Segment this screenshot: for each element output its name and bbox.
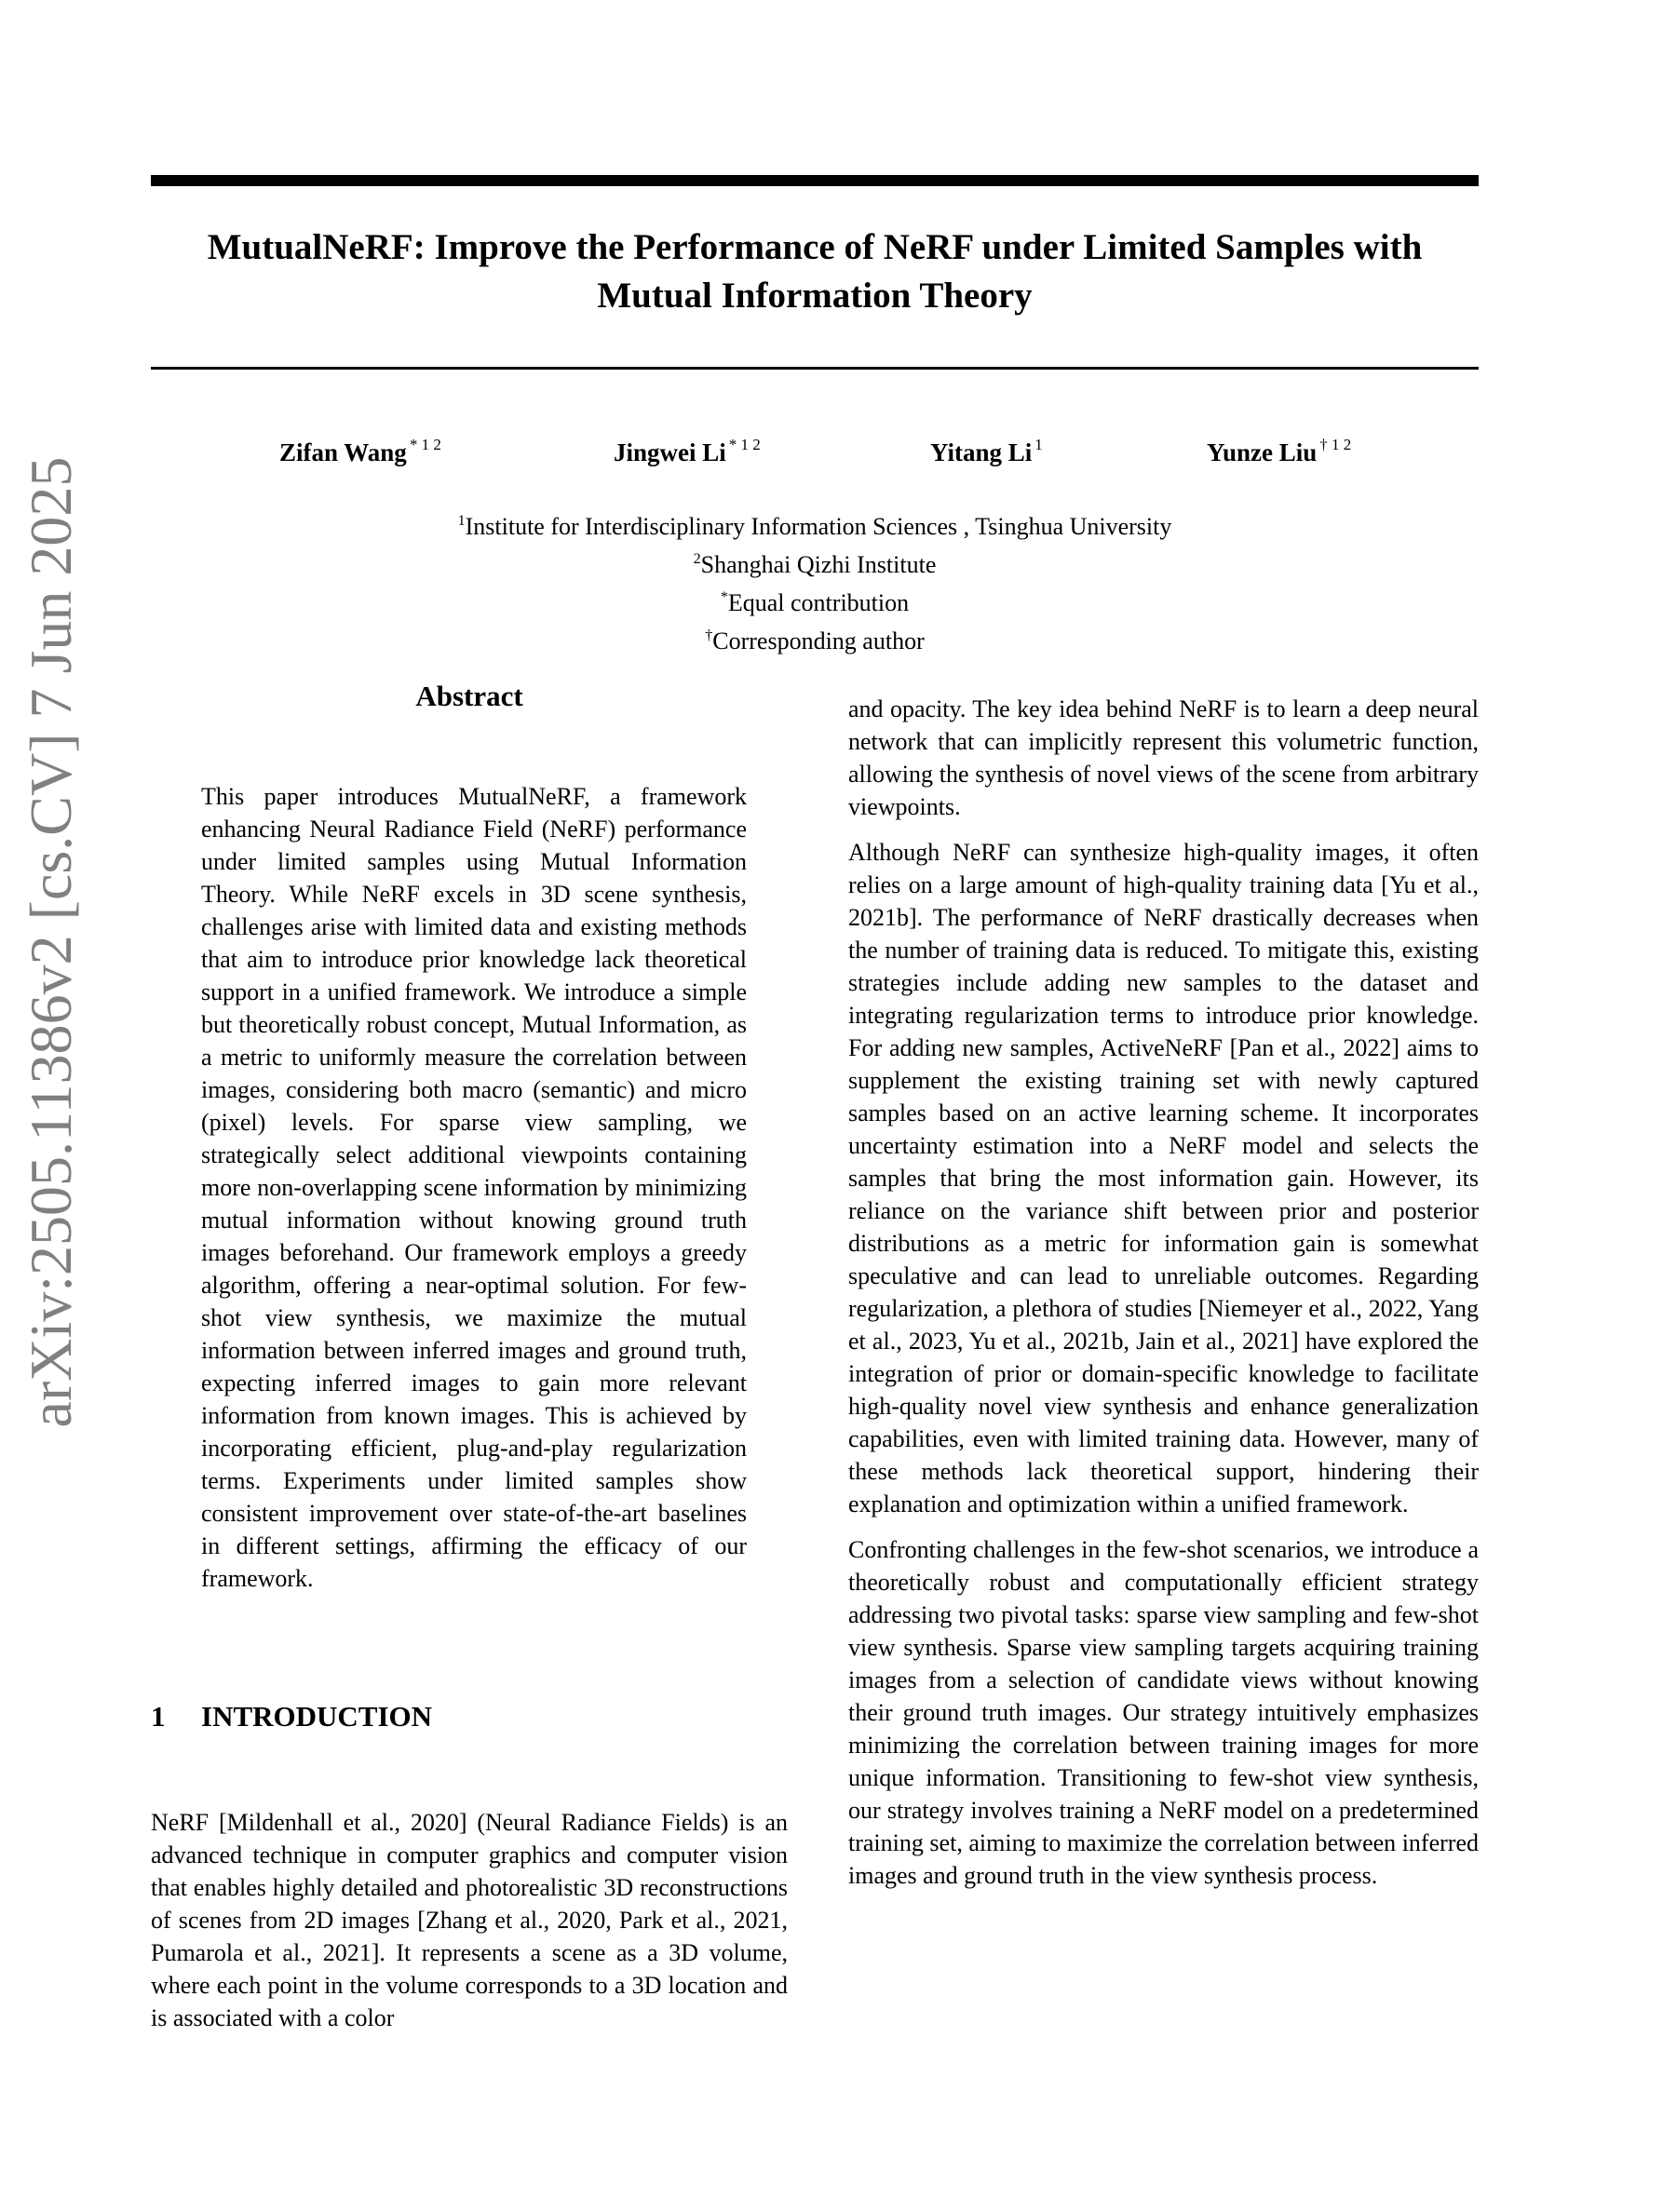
author-name: Yunze Liu <box>1207 438 1318 466</box>
author-list <box>0 436 1663 473</box>
author-name: Zifan Wang <box>279 438 407 466</box>
affiliation-mark: 1 <box>457 513 466 529</box>
intro-paragraph: and opacity. The key idea behind NeRF is to learn a deep neural network that can implicitly represent this volumetric function, allowing the synthesis of novel views of the scene from arbitrary viewpoints. <box>848 695 1479 820</box>
paper-title: MutualNeRF: Improve the Performance of NeRF under Limited Samples with Mutual Information Theory <box>207 227 1423 316</box>
section-heading <box>151 1700 432 1733</box>
author-marks: * 1 2 <box>409 436 441 453</box>
abstract-text: This paper introduces MutualNeRF, a framework enhancing Neural Radiance Field (NeRF) performance under limited samples using Mutual Information Theory. While NeRF excels in 3D scene synthesis, challenges arise with limited data and existing methods that aim to introduce prior knowledge lack theoretical support in a unified framework. We introduce a simple but theoretically robust concept, Mutual Information, as a metric to uniformly measure the correlation between images, considering both macro (semantic) and micro (pixel) levels. For sparse view sampling, we strategically select additional viewpoints containing more non-overlapping scene information by minimizing mutual information without knowing ground truth images beforehand. Our framework employs a greedy algorithm, offering a near-optimal solution. For few-shot view synthesis, we maximize the mutual information between inferred images and ground truth, expecting inferred images to gain more relevant information from known images. This is achieved by incorporating efficient, plug-and-play regularization terms. Experiments under limited samples show consistent improvement over state-of-the-art baselines in different settings, affirming the efficacy of our framework. <box>201 783 747 1592</box>
affiliation <box>151 619 1479 657</box>
section-title: INTRODUCTION <box>201 1700 433 1733</box>
abstract-heading: Abstract <box>415 680 523 712</box>
affiliation-text: Corresponding author <box>712 627 925 654</box>
affiliations <box>151 505 1479 657</box>
author <box>279 436 441 467</box>
right-column <box>848 693 1479 1905</box>
affiliation <box>151 581 1479 619</box>
title-bottom-rule <box>151 367 1479 370</box>
author-marks: * 1 2 <box>728 436 761 453</box>
arxiv-identifier: arXiv:2505.11386v2 [cs.CV] 7 Jun 2025 <box>18 456 84 1428</box>
author-name: Yitang Li <box>930 438 1033 466</box>
author <box>930 436 1043 467</box>
title-top-rule <box>151 175 1479 186</box>
section-number: 1 <box>151 1700 166 1733</box>
affiliation-mark: † <box>705 627 713 643</box>
affiliation <box>151 543 1479 581</box>
author <box>1207 436 1351 467</box>
affiliation <box>151 505 1479 543</box>
author <box>614 436 761 467</box>
intro-paragraph: NeRF [Mildenhall et al., 2020] (Neural Radiance Fields) is an advanced technique in computer graphics and computer vision that enables highly detailed and photorealistic 3D reconstructions of scenes from 2D images [Zhang et al., 2020, Park et al., 2021, Pumarola et al., 2021]. It represents a scene as a 3D volume, where each point in the volume corresponds to a 3D location and is associated with a color <box>151 1809 788 2031</box>
author-name: Jingwei Li <box>614 438 726 466</box>
author-marks: † 1 2 <box>1319 436 1352 453</box>
author-marks: 1 <box>1034 436 1043 453</box>
affiliation-text: Institute for Interdisciplinary Information Sciences , Tsinghua University <box>465 513 1172 540</box>
affiliation-text: Shanghai Qizhi Institute <box>700 551 937 578</box>
affiliation-mark: * <box>720 589 728 605</box>
affiliation-text: Equal contribution <box>727 589 910 616</box>
intro-paragraph: Although NeRF can synthesize high-quality images, it often relies on a large amount of high-quality training data [Yu et al., 2021b]. The performance of NeRF drastically decreases when the number of training data is reduced. To mitigate this, existing strategies include adding new samples to the dataset and integrating regularization terms to introduce prior knowledge. For adding new samples, ActiveNeRF [Pan et al., 2022] aims to supplement the existing training set with newly captured samples based on an active learning scheme. It incorporates uncertainty estimation into a NeRF model and selects the samples that bring the most information gain. However, its reliance on the variance shift between prior and posterior distributions as a metric for information gain is somewhat speculative and can lead to unreliable outcomes. Regarding regularization, a plethora of studies [Niemeyer et al., 2022, Yang et al., 2023, Yu et al., 2021b, Jain et al., 2021] have explored the integration of prior or domain-specific knowledge to facilitate high-quality novel view synthesis and enhance generalization capabilities, even with limited training data. However, many of these methods lack theoretical support, hindering their explanation and optimization within a unified framework. <box>848 839 1479 1517</box>
intro-paragraph: Confronting challenges in the few-shot scenarios, we introduce a theoretically robust and computationally efficient strategy addressing two pivotal tasks: sparse view sampling and few-shot view synthesis. Sparse view sampling targets acquiring training images from a selection of candidate views without knowing their ground truth images. Our strategy intuitively emphasizes minimizing the correlation between training images for more unique information. Transitioning to few-shot view synthesis, our strategy involves training a NeRF model on a predetermined training set, aiming to maximize the correlation between inferred images and ground truth in the view synthesis process. <box>848 1536 1479 1889</box>
affiliation-mark: 2 <box>693 551 701 567</box>
